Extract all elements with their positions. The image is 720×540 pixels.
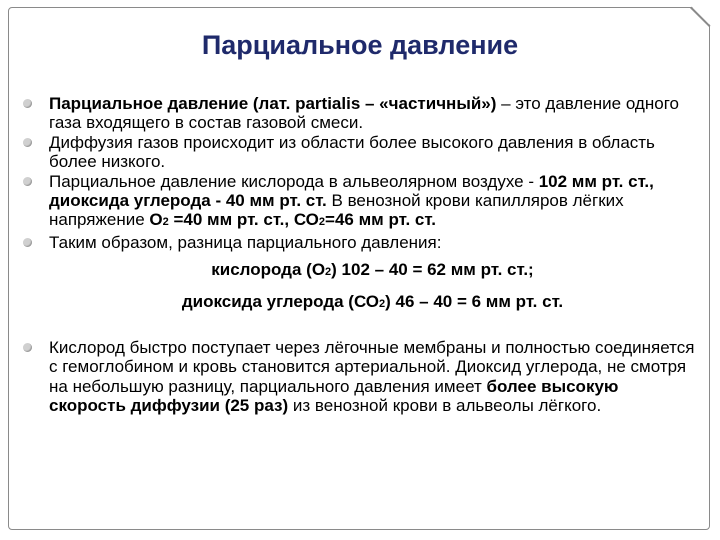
transport-bold: более высокую скорость диффузии (25 раз) — [49, 376, 619, 416]
bullet-definition — [21, 94, 696, 133]
transport-text-2: из венозной крови в альвеолы лёгкого. — [288, 396, 602, 416]
venous-values: =40 мм рт. ст., СО — [168, 210, 319, 230]
bullet-icon — [23, 177, 32, 186]
co2-difference-line — [21, 292, 696, 314]
slide-content — [21, 94, 696, 416]
difference-text: Таким образом, разница парциального давления: — [49, 232, 442, 252]
oxygen-difference-value: ) 102 – 40 = 62 мм рт. ст.; — [331, 260, 534, 280]
definition-text: – это давление одного газа входящего в состав газовой смеси. — [49, 94, 679, 133]
alveolar-values: 102 мм рт. ст., диоксида углерода - 40 мм рт. ст. — [49, 171, 654, 211]
diffusion-text: Диффузия газов происходит из области более высокого давления в область более низкого. — [49, 132, 655, 172]
bullet-diffusion — [21, 133, 696, 172]
bullet-icon — [23, 99, 32, 108]
oxygen-difference-line — [21, 260, 696, 282]
bullet-oxygen-transport — [21, 338, 696, 416]
co2-difference-subscript: 2 — [379, 297, 386, 310]
definition-term: Парциальное давление (лат. partialis – «частичный») — [49, 94, 497, 113]
bullet-icon — [23, 238, 32, 247]
spacer — [21, 314, 696, 338]
co2-difference-value: ) 46 – 40 = 6 мм рт. ст. — [385, 291, 564, 311]
oxygen-difference-subscript: 2 — [325, 266, 332, 279]
bullet-icon — [23, 138, 32, 147]
bullet-icon — [23, 343, 32, 352]
alveolar-text-1: Парциальное давление кислорода в альвеолярном воздухе - — [49, 171, 539, 191]
oxygen-symbol: O — [149, 210, 163, 230]
slide-title: Парциальное давление — [201, 30, 519, 60]
oxygen-difference-label: кислорода (О — [211, 260, 326, 280]
bullet-difference — [21, 233, 696, 252]
alveolar-text-2: В венозной крови капилляров лёгких напряжение — [49, 191, 624, 230]
oxygen-subscript: 2 — [162, 216, 169, 229]
co2-difference-label: диоксида углерода (СО — [181, 291, 380, 311]
venous-co2-value: =46 мм рт. ст. — [325, 210, 436, 230]
transport-text-1: Кислород быстро поступает через лёгочные мембраны и полностью соединяется с гемоглобином и кровь становится артериальной. Диоксид углерода, не смотря на небольшую разницу, парциального давления имеет — [49, 338, 695, 396]
co2-subscript: 2 — [318, 216, 326, 229]
bullet-alveolar-pressure — [21, 172, 696, 233]
